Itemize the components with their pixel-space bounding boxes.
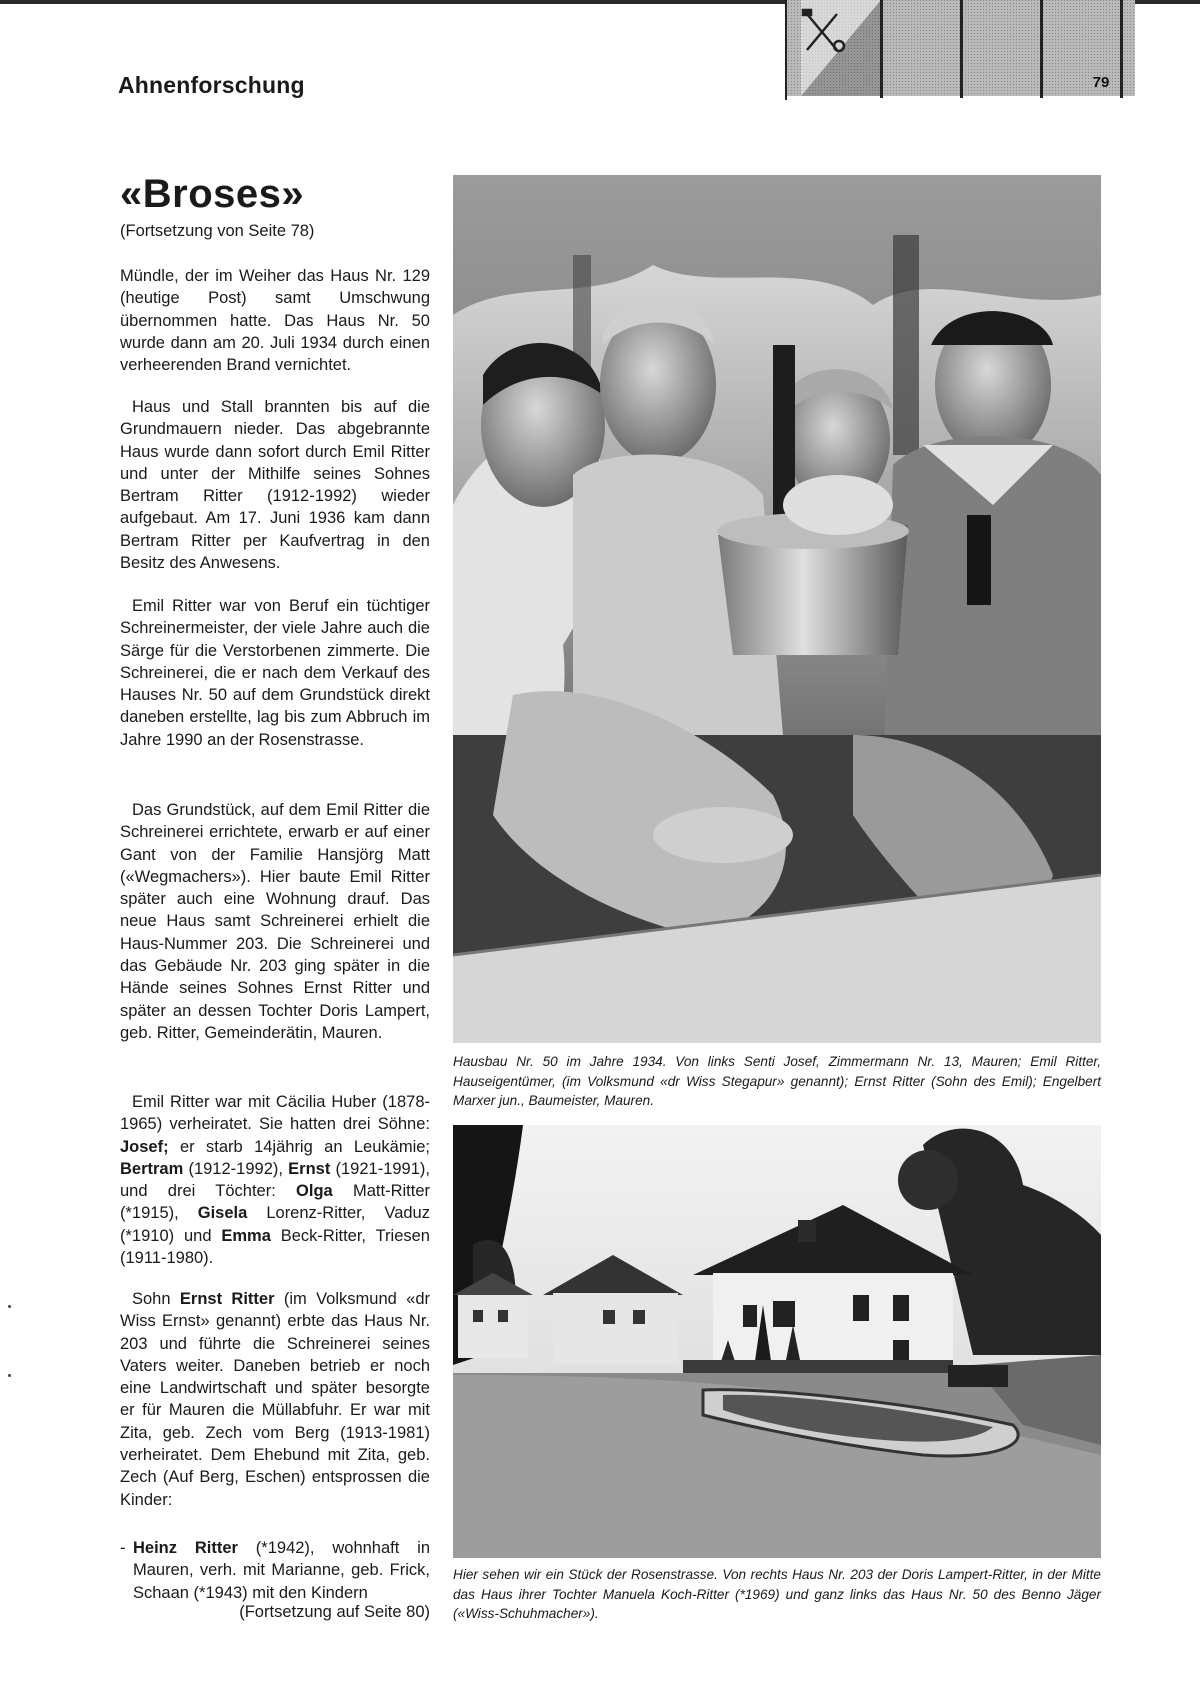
text-run: Emil Ritter war mit Cäcilia Huber (1878-1965) verheiratet. Sie hatten drei Söhne: [120,1093,430,1134]
paragraph-3: Emil Ritter war von Beruf ein tüchtiger Schreinermeister, der viele Jahre auch die Särge für die Verstorbenen zimmerte. Die Schreinerei, die er nach dem Verkauf des Hauses Nr. 50 auf dem Grundstück direkt daneben erstellte, lag bis zum Abbruch im Jahre 1990 an der Rosenstrasse. [120,597,430,749]
name-bertram: Bertram [120,1159,184,1178]
scan-speck [8,1305,11,1308]
list-dash: - [120,1539,126,1557]
section-title: Ahnenforschung [118,72,305,98]
name-heinz-ritter: Heinz Ritter [133,1539,238,1557]
historical-photo-1934 [453,175,1101,1043]
name-emma: Emma [221,1226,271,1245]
paragraph-2: Haus und Stall brannten bis auf die Grundmauern nieder. Das abgebrannte Haus wurde dann sofort durch Emil Ritter und unter der Mithilfe seines Sohnes Bertram Ritter (1912-1992) wieder aufgebaut. Am 17. Juni 1936 kam dann Bertram Ritter per Kaufvertrag in den Besitz des Anwesens. [120,398,430,573]
text-run: (1921-1991), und drei Töchter: [120,1159,430,1201]
photo-1-caption: Hausbau Nr. 50 im Jahre 1934. Von links Senti Josef, Zimmermann Nr. 13, Mauren; Emil Ritter, Hauseigentümer, (im Volksmund «dr Wiss Stegapur» genannt); Ernst Ritter (Sohn des Emil); Engelbert Marxer jun., Baumeister, Mauren. [453,1054,1101,1108]
text-run: Matt-Ritter (*1915), [120,1182,430,1223]
text-run: (*1942), wohnhaft in Mauren, verh. mit Marianne, geb. Frick, Schaan (*1943) mit den Kindern [133,1539,431,1602]
name-josef: Josef; [120,1137,169,1156]
paragraph-4: Das Grundstück, auf dem Emil Ritter die Schreinerei errichtete, erwarb er auf einer Gant von der Familie Hansjörg Matt («Wegmachers»). Hier baute Emil Ritter später auch eine Wohnung drauf. Das neue Haus samt Schreinerei erhielt die Haus-Nummer 203. Die Schreinerei und das Gebäude Nr. 203 ging später in die Hände seines Sohnes Ernst Ritter und später an dessen Tochter Doris Lampert, geb. Ritter, Gemeinderätin, Mauren. [120,801,430,1042]
photo-2-caption: Hier sehen wir ein Stück der Rosenstrasse. Von rechts Haus Nr. 203 der Doris Lampert-Ritter, in der Mitte das Haus ihrer Tochter Manuela Koch-Ritter (*1969) und ganz links das Haus Nr. 50 des Benno Jäger («Wiss-Schuhmacher»). [453,1567,1101,1621]
text-run: (1912-1992), [183,1159,289,1178]
name-ernst: Ernst [288,1159,331,1178]
name-gisela: Gisela [197,1204,248,1223]
article-title: «Broses» [120,172,305,216]
text-run: Beck-Ritter, Triesen (1911-1980). [120,1226,430,1268]
continued-to-note: (Fortsetzung auf Seite 80) [239,1603,430,1621]
page-number: 79 [1092,74,1110,91]
text-run: Lorenz-Ritter, Vaduz (*1910) und [120,1204,430,1245]
list-item-text [133,1537,430,1604]
scan-speck [8,1374,11,1377]
rosenstrasse-photo [453,1125,1101,1558]
list-item [120,1537,430,1604]
name-ernst-ritter: Ernst Ritter [179,1290,275,1308]
paragraph-5 [120,1091,430,1269]
text-run: Sohn [132,1290,180,1308]
paragraph-6 [120,1288,430,1511]
paragraph-1: Mündle, der im Weiher das Haus Nr. 129 (heutige Post) samt Umschwung übernommen hatte. Das Haus Nr. 50 wurde dann am 20. Juli 1934 durch einen verheerenden Brand vernichtet. [120,267,430,375]
text-run: er starb 14jährig an Leukämie; [168,1137,430,1156]
text-run: (im Volksmund «dr Wiss Ernst» genannt) erbte das Haus Nr. 203 und führte die Schreinerei seines Vaters weiter. Daneben betrieb er noch eine Landwirtschaft und später besorgte er für Mauren die Müllabfuhr. Er war mit Zita, geb. Zech vom Berg (1913-1981) verheiratet. Dem Ehebund mit Zita, geb. Zech (Auf Berg, Eschen) entsprossen die Kinder: [120,1290,430,1509]
name-olga: Olga [296,1182,333,1201]
continued-from-note: (Fortsetzung von Seite 78) [120,222,315,240]
